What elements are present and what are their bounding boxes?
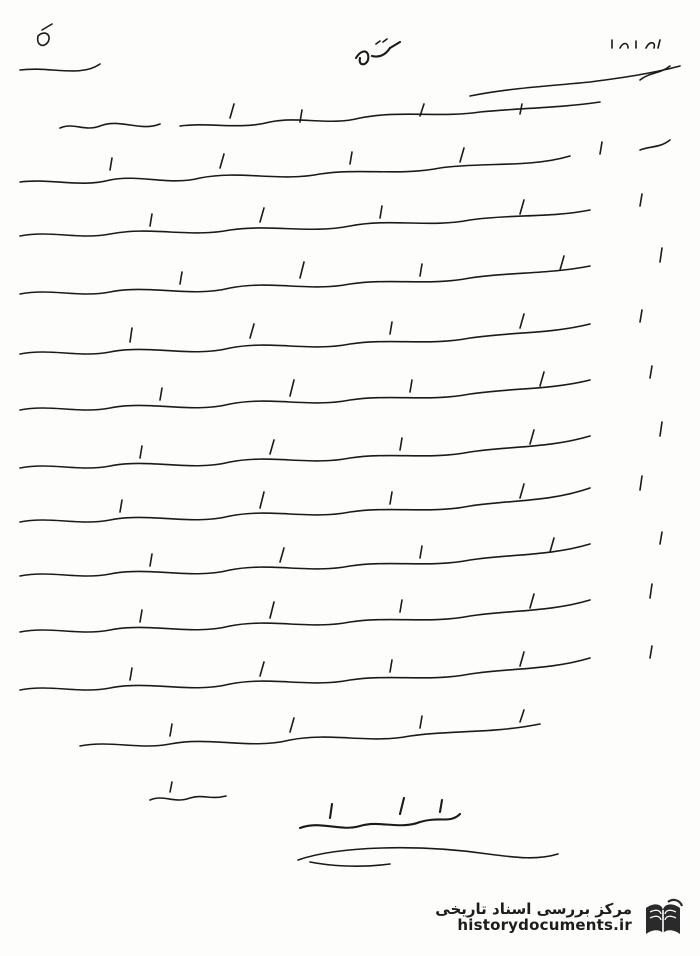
book-emblem-icon — [640, 894, 686, 940]
watermark-text — [435, 901, 632, 934]
letter-closing — [150, 782, 460, 828]
page-mark — [38, 24, 52, 45]
signature — [298, 848, 558, 866]
watermark — [396, 890, 686, 944]
letter-date — [612, 40, 660, 48]
letter-body-lines — [20, 64, 680, 746]
watermark-title: مرکز بررسی اسناد تاریخی — [435, 899, 632, 918]
watermark-url: historydocuments.ir — [457, 916, 632, 934]
letter-heading — [356, 39, 400, 64]
